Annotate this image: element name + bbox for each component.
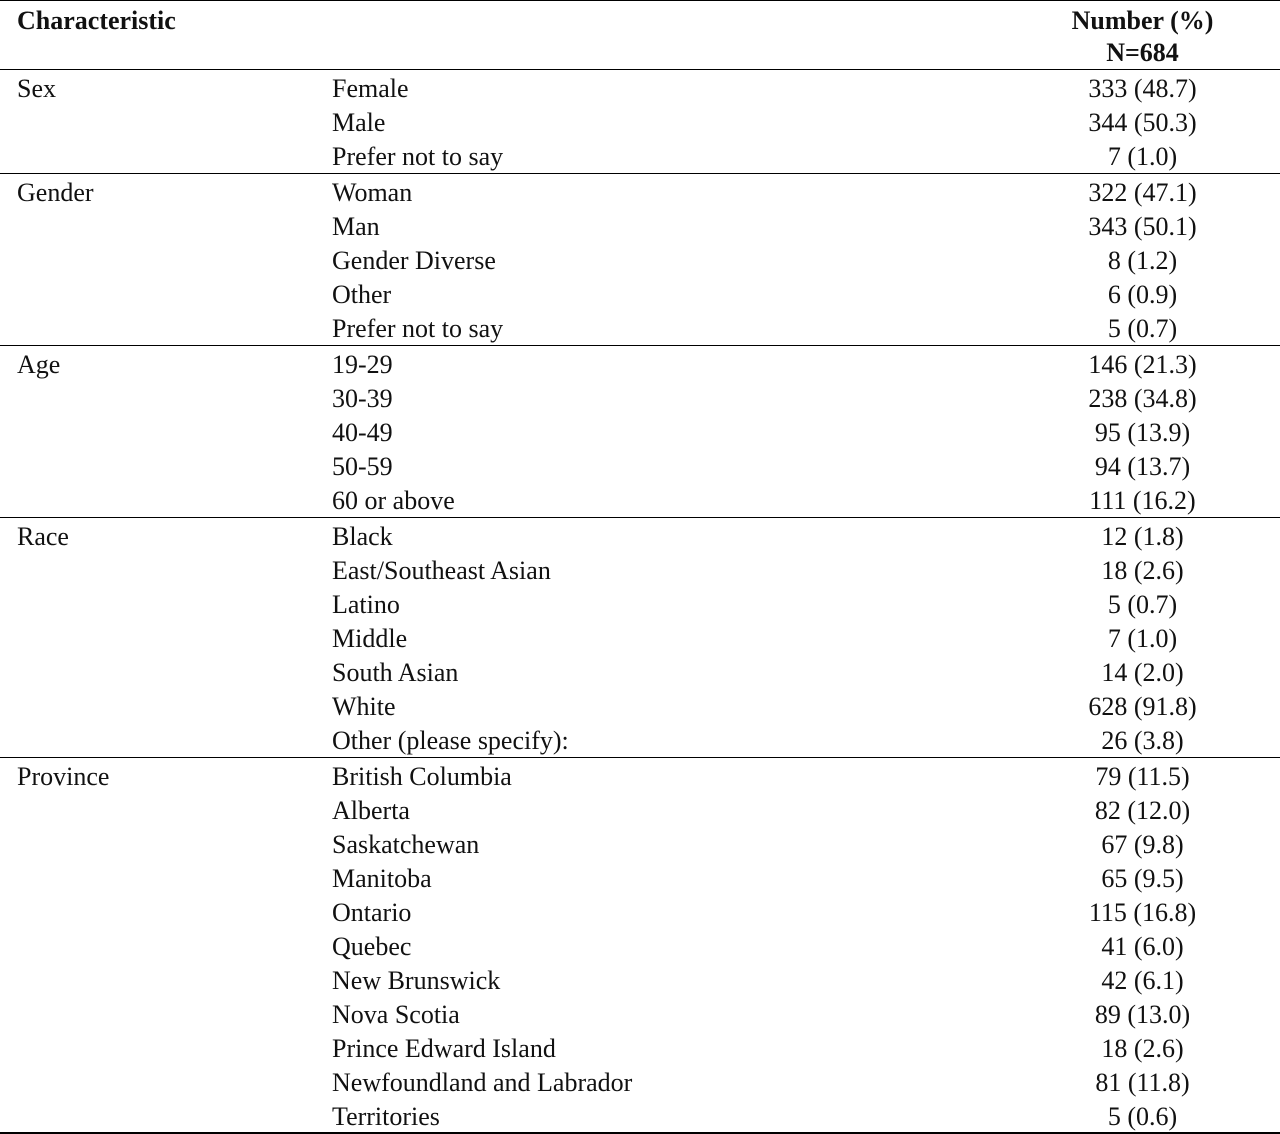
row-value: 146 (21.3) bbox=[1088, 350, 1197, 379]
row-label: Prince Edward Island bbox=[332, 1034, 556, 1063]
row-value: 81 (11.8) bbox=[1095, 1068, 1190, 1097]
row-value: 82 (12.0) bbox=[1094, 796, 1191, 825]
table-row bbox=[0, 1066, 1280, 1100]
row-label: Other (please specify): bbox=[332, 726, 569, 755]
group-gender bbox=[0, 174, 1280, 346]
table-row bbox=[0, 656, 1280, 690]
row-value: 5 (0.7) bbox=[1107, 590, 1178, 619]
row-label: Male bbox=[332, 108, 386, 137]
row-value: 95 (13.9) bbox=[1094, 418, 1191, 447]
row-value: 111 (16.2) bbox=[1089, 486, 1196, 515]
row-value: 67 (9.8) bbox=[1101, 830, 1184, 859]
header-number bbox=[1035, 5, 1250, 69]
row-label: Nova Scotia bbox=[332, 1000, 460, 1029]
row-label: Ontario bbox=[332, 898, 412, 927]
row-value: 5 (0.6) bbox=[1107, 1102, 1178, 1131]
table-row bbox=[0, 520, 1280, 554]
table-row bbox=[0, 1032, 1280, 1066]
table-row bbox=[0, 760, 1280, 794]
table-row bbox=[0, 998, 1280, 1032]
row-label: East/Southeast Asian bbox=[332, 556, 551, 585]
category-label: Gender bbox=[17, 178, 94, 207]
group-rows bbox=[0, 348, 1280, 518]
table-row bbox=[0, 828, 1280, 862]
row-label: Black bbox=[332, 522, 393, 551]
row-label: Alberta bbox=[332, 796, 410, 825]
row-value: 79 (11.5) bbox=[1095, 762, 1190, 791]
group-sex bbox=[0, 70, 1280, 174]
table-row bbox=[0, 588, 1280, 622]
row-value: 18 (2.6) bbox=[1101, 1034, 1184, 1063]
table-row bbox=[0, 382, 1280, 416]
group-age bbox=[0, 346, 1280, 518]
category-label: Age bbox=[17, 350, 61, 379]
category-label: Sex bbox=[17, 74, 56, 103]
category-label: Race bbox=[17, 522, 69, 551]
row-label: Man bbox=[332, 212, 380, 241]
table-row bbox=[0, 176, 1280, 210]
table-row bbox=[0, 794, 1280, 828]
table-row bbox=[0, 554, 1280, 588]
row-label: 19-29 bbox=[332, 350, 393, 379]
row-label: South Asian bbox=[332, 658, 459, 687]
group-race bbox=[0, 518, 1280, 758]
row-label: Woman bbox=[332, 178, 413, 207]
row-value: 65 (9.5) bbox=[1101, 864, 1184, 893]
row-label: Saskatchewan bbox=[332, 830, 480, 859]
table-row bbox=[0, 896, 1280, 930]
row-label: Middle bbox=[332, 624, 408, 653]
table-row bbox=[0, 72, 1280, 106]
table-row bbox=[0, 690, 1280, 724]
row-label: Other bbox=[332, 280, 392, 309]
table-row bbox=[0, 106, 1280, 140]
row-label: 50-59 bbox=[332, 452, 393, 481]
row-value: 14 (2.0) bbox=[1101, 658, 1184, 687]
row-label: Gender Diverse bbox=[332, 246, 496, 275]
table-row bbox=[0, 416, 1280, 450]
row-value: 344 (50.3) bbox=[1088, 108, 1197, 137]
category-label: Province bbox=[17, 762, 110, 791]
row-value: 5 (0.7) bbox=[1107, 314, 1178, 343]
header-number-label: Number (%) bbox=[1071, 6, 1214, 35]
row-label: Territories bbox=[332, 1102, 440, 1131]
group-rows bbox=[0, 520, 1280, 758]
row-value: 115 (16.8) bbox=[1088, 898, 1197, 927]
header-sample-size: N=684 bbox=[1106, 38, 1179, 67]
header-characteristic: Characteristic bbox=[17, 6, 176, 35]
row-value: 8 (1.2) bbox=[1107, 246, 1178, 275]
table-row bbox=[0, 278, 1280, 312]
row-value: 343 (50.1) bbox=[1088, 212, 1197, 241]
row-value: 322 (47.1) bbox=[1088, 178, 1197, 207]
row-label: 30-39 bbox=[332, 384, 393, 413]
row-label: 60 or above bbox=[332, 486, 455, 515]
row-label: British Columbia bbox=[332, 762, 512, 791]
table-row bbox=[0, 964, 1280, 998]
table-row bbox=[0, 140, 1280, 174]
row-value: 94 (13.7) bbox=[1094, 452, 1191, 481]
group-rows bbox=[0, 760, 1280, 1134]
row-value: 628 (91.8) bbox=[1088, 692, 1197, 721]
table-row bbox=[0, 1100, 1280, 1134]
row-value: 41 (6.0) bbox=[1101, 932, 1184, 961]
group-rows bbox=[0, 72, 1280, 174]
table-row bbox=[0, 244, 1280, 278]
row-label: 40-49 bbox=[332, 418, 393, 447]
row-value: 333 (48.7) bbox=[1088, 74, 1197, 103]
row-label: Latino bbox=[332, 590, 400, 619]
row-label: Prefer not to say bbox=[332, 314, 504, 343]
table-row bbox=[0, 348, 1280, 382]
table-row bbox=[0, 312, 1280, 346]
group-province bbox=[0, 758, 1280, 1134]
row-label: Quebec bbox=[332, 932, 412, 961]
row-label: Manitoba bbox=[332, 864, 432, 893]
table-row bbox=[0, 724, 1280, 758]
table-row bbox=[0, 622, 1280, 656]
row-value: 18 (2.6) bbox=[1101, 556, 1184, 585]
row-value: 12 (1.8) bbox=[1101, 522, 1184, 551]
table-header bbox=[0, 0, 1280, 70]
row-value: 89 (13.0) bbox=[1094, 1000, 1191, 1029]
table-row bbox=[0, 210, 1280, 244]
group-rows bbox=[0, 176, 1280, 346]
row-value: 7 (1.0) bbox=[1107, 142, 1178, 171]
row-label: Female bbox=[332, 74, 409, 103]
table-row bbox=[0, 450, 1280, 484]
row-value: 26 (3.8) bbox=[1101, 726, 1184, 755]
row-label: Prefer not to say bbox=[332, 142, 504, 171]
table-row bbox=[0, 930, 1280, 964]
row-value: 42 (6.1) bbox=[1101, 966, 1184, 995]
table-row bbox=[0, 484, 1280, 518]
table-row bbox=[0, 862, 1280, 896]
row-value: 6 (0.9) bbox=[1107, 280, 1178, 309]
row-value: 7 (1.0) bbox=[1107, 624, 1178, 653]
row-label: Newfoundland and Labrador bbox=[332, 1068, 633, 1097]
row-label: White bbox=[332, 692, 396, 721]
row-value: 238 (34.8) bbox=[1088, 384, 1197, 413]
row-label: New Brunswick bbox=[332, 966, 501, 995]
